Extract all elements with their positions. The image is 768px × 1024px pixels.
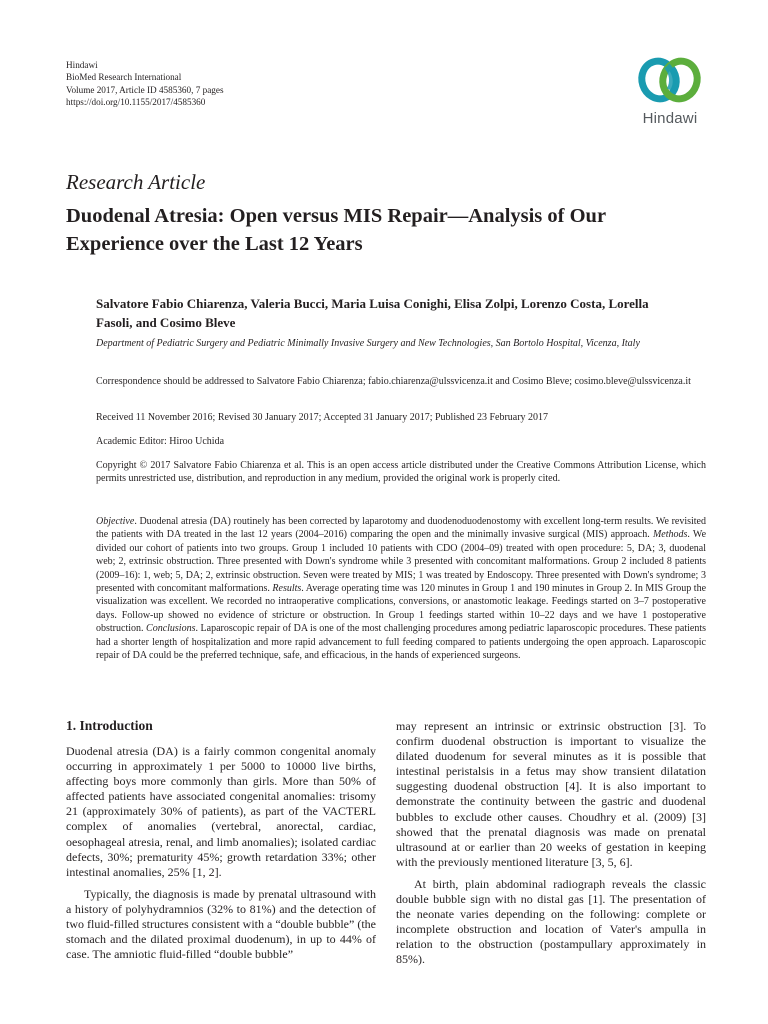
intro-paragraph-4: At birth, plain abdominal radiograph reveals the classic double bubble sign with no distal gas [1]. The presentation of the neonate varies depending on the following: complete or incomplete obstruction and location of Vater's ampulla in relation to the obstruction (postampullary approximately in 85%). xyxy=(396,876,706,967)
intro-paragraph-2: Typically, the diagnosis is made by prenatal ultrasound with a history of polyhydramnios (32% to 81%) and the detection of two fluid-filled structures consistent with a “double bubble” (the stomach and the dilated proximal duodenum), in up to 44% of case. The amniotic fluid-filled “double bubble” xyxy=(66,886,376,962)
volume-line: Volume 2017, Article ID 4585360, 7 pages xyxy=(66,84,224,95)
copyright-notice: Copyright © 2017 Salvatore Fabio Chiarenza et al. This is an open access article distributed under the Creative Commons Attribution License, which permits unrestricted use, distribution, and reproduction in any medium, provided the original work is properly cited. xyxy=(96,460,706,485)
logo-text: Hindawi xyxy=(642,110,698,127)
hindawi-logo-icon xyxy=(634,54,706,110)
abstract xyxy=(96,515,706,662)
publication-dates: Received 11 November 2016; Revised 30 January 2017; Accepted 31 January 2017; Published 23 February 2017 xyxy=(96,412,549,423)
article-type: Research Article xyxy=(66,170,206,194)
publisher-name: Hindawi xyxy=(66,60,98,70)
abstract-methods-label: Methods xyxy=(652,529,688,541)
journal-meta xyxy=(66,59,224,109)
abstract-methods: . We divided our cohort of patients into two groups. Group 1 included 10 patients with CDO (2004–09) treated with open procedure: 5, DA; 3, duodenal web; 2, extrinsic obstruction. Three presented with Down's syndrome while 3 presented with concomitant malformations. Group 2 included 8 patients (2009–16): 1, web; 5, DA; 2, extrinsic obstruction. Seven were treated by MIS; 1 was treated by Endoscopy. Three presented with Down's syndrome; 3 presented with concomitant malformations. xyxy=(96,529,707,595)
journal-name: BioMed Research International xyxy=(66,72,182,83)
academic-editor: Academic Editor: Hiroo Uchida xyxy=(96,436,225,447)
author-list: Salvatore Fabio Chiarenza, Valeria Bucci, Maria Luisa Conighi, Elisa Zolpi, Lorenzo Costa, Lorella Fasoli, and Cosimo Bleve xyxy=(96,296,649,330)
abstract-conclusions: . Laparoscopic repair of DA is one of the most challenging procedures among pediatric laparoscopic procedures. These patients had a shorter length of hospitalization and more rapid advancement to full feeding compared to patients undergoing the open approach. Laparoscopic repair of DA could be the preferred technique, safe, and efficacious, in the hands of experienced surgeons. xyxy=(96,623,706,662)
abstract-conclusions-label: Conclusions xyxy=(146,623,196,635)
intro-paragraph-1: Duodenal atresia (DA) is a fairly common congenital anomaly occurring in approximately 1 per 5000 to 10000 live births, affecting boys more commonly than girls. More than 50% of affected patients have associated congenital anomalies: trisomy 21 (approximately 30% of patients), as part of the VACTERL complex of anomalies (vertebral, anorectal, cardiac, oesophageal atresia, renal, and limb anomalies); isolated cardiac defects, 30%; prematurity 45%; growth retardation 33%; other intestinal anomalies, 25% [1, 2]. xyxy=(66,744,376,879)
body-column-left xyxy=(66,718,376,962)
section-heading-introduction: 1. Introduction xyxy=(66,718,153,733)
intro-paragraph-3: may represent an intrinsic or extrinsic obstruction [3]. To confirm duodenal obstruction is important to visualize the dilated duodenum for several minutes as it is possible that intestinal peristalsis in a fetus may show transient dilatation suggesting duodenal obstruction [4]. It is also important to demonstrate the continuity between the gastric and duodenal bubbles to exclude other causes. Choudhry et al. (2009) [3] showed that the prenatal diagnosis was made on prenatal ultrasound at or earlier than 20 weeks of gestation in keeping with the previously mentioned literature [3, 5, 6]. xyxy=(396,719,706,869)
affiliation: Department of Pediatric Surgery and Pediatric Minimally Invasive Surgery and New Technologies, San Bortolo Hospital, Vicenza, Italy xyxy=(96,338,640,349)
body-column-right xyxy=(396,719,706,968)
abstract-results: . Average operating time was 120 minutes in Group 1 and 190 minutes in Group 2. In MIS Group the visualization was excellent. We recorded no intraoperative complications, conversions, or anastomotic leakage. Feedings started on 3–7 postoperative days. Follow-up showed no evidence of stricture or obstruction. In Group 1 feedings started within 10–22 days and we have 1 postoperative obstruction. xyxy=(96,583,707,635)
abstract-objective: . Duodenal atresia (DA) routinely has been corrected by laparotomy and duodenoduodenostomy with excellent long-term results. We revisited the patients with DA treated in the last 12 years (2004–2016) comparing the open and the minimally invasive surgical (MIS) approach. xyxy=(96,516,706,541)
hindawi-logo xyxy=(634,54,706,134)
doi-link[interactable]: https://doi.org/10.1155/2017/4585360 xyxy=(66,97,206,108)
abstract-results-label: Results xyxy=(272,583,302,595)
paper-title: Duodenal Atresia: Open versus MIS Repair—Analysis of Our Experience over the Last 12 Years xyxy=(66,205,606,255)
abstract-objective-label: Objective xyxy=(96,516,135,527)
correspondence: Correspondence should be addressed to Salvatore Fabio Chiarenza; fabio.chiarenza@ulssvicenza.it and Cosimo Bleve; cosimo.bleve@ulssvicenza.it xyxy=(96,376,691,387)
